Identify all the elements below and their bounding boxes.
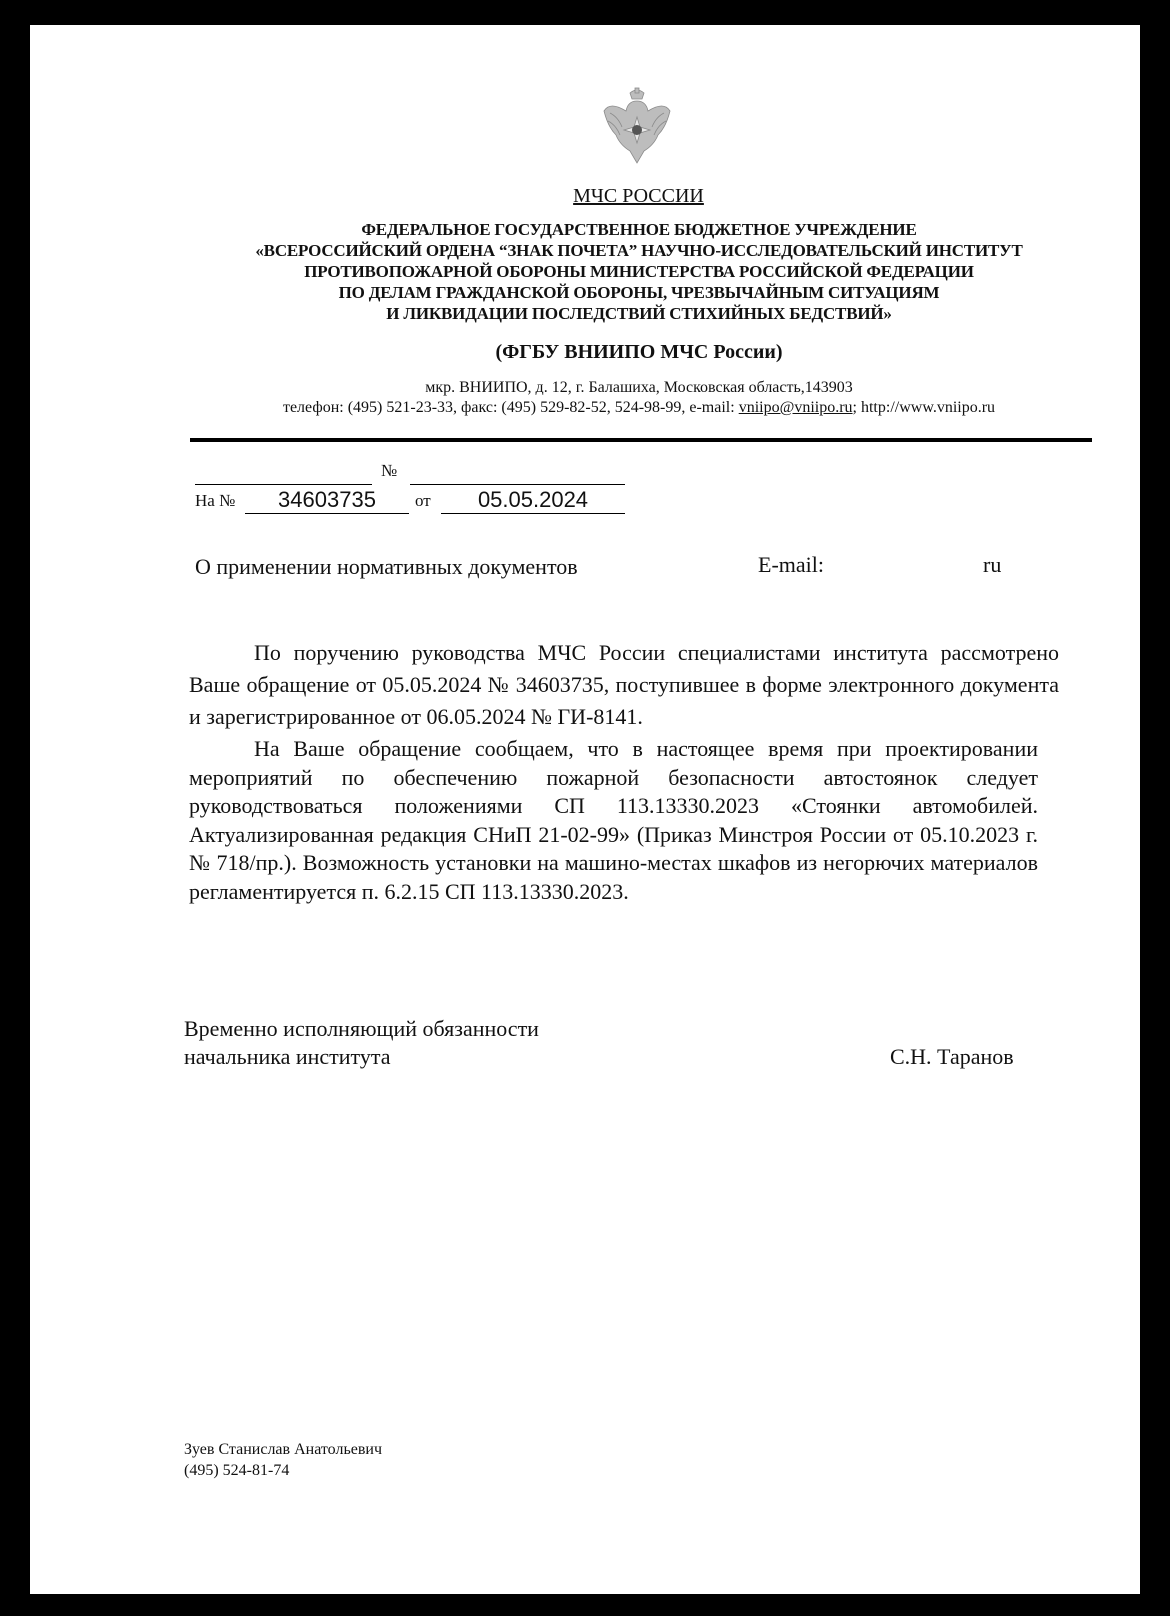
reply-to-number-line (245, 513, 409, 514)
organization-full-name (160, 219, 1118, 324)
org-line: ПО ДЕЛАМ ГРАЖДАНСКОЙ ОБОРОНЫ, ЧРЕЗВЫЧАЙНЫМ СИТУАЦИЯМ (338, 283, 940, 302)
letterhead-divider (190, 438, 1092, 442)
letter-subject: О применении нормативных документов (195, 554, 578, 579)
reply-to-number: 34603735 (278, 487, 376, 512)
outgoing-date-line (195, 484, 372, 485)
executor-name: Зуев Станислав Анатольевич (184, 1441, 382, 1458)
signatory-position (184, 1015, 539, 1071)
ministry-name: МЧС РОССИИ (573, 185, 704, 207)
executor-info (184, 1439, 382, 1481)
signatory-position-line-1: Временно исполняющий обязанности (184, 1016, 539, 1041)
signatory-name: С.Н. Таранов (890, 1044, 1014, 1069)
executor-phone: (495) 524-81-74 (184, 1462, 290, 1479)
organization-email-link[interactable]: vniipo@vniipo.ru (738, 399, 853, 416)
contacts-suffix: ; http://www.vniipo.ru (852, 399, 996, 416)
body-paragraph-2: На Ваше обращение сообщаем, что в настоящее время при проектировании мероприятий по обеспечению пожарной безопасности автостоянок следует руководствоваться положениями СП 113.13330.2023 «Стоянки автомобилей. Актуализированная редакция СНиП 21-02-99» (Приказ Минстроя России от 05.10.2023 г. № 718/пр.). Возможность установки на машино-местах шкафов из негорючих материалов регламентируется п. 6.2.15 СП 113.13330.2023. (189, 736, 1038, 904)
organization-address: мкр. ВНИИПО, д. 12, г. Балашиха, Московская область,143903 (425, 379, 853, 396)
recipient-email-value: ru (983, 552, 1002, 577)
organization-contacts (160, 398, 1118, 418)
outgoing-number-line (410, 484, 625, 485)
signatory-position-line-2: начальника института (184, 1044, 391, 1069)
org-line: ФЕДЕРАЛЬНОЕ ГОСУДАРСТВЕННОЕ БЮДЖЕТНОЕ УЧРЕЖДЕНИЕ (361, 220, 917, 239)
organization-abbreviation: (ФГБУ ВНИИПО МЧС России) (495, 341, 783, 363)
org-line: ПРОТИВОПОЖАРНОЙ ОБОРОНЫ МИНИСТЕРСТВА РОССИЙСКОЙ ФЕДЕРАЦИИ (304, 262, 974, 281)
reply-to-label: На № (195, 491, 236, 510)
reply-to-date-line (441, 513, 625, 514)
reply-to-date: 05.05.2024 (477, 487, 589, 512)
from-label: от (415, 491, 431, 510)
body-paragraph-1: По поручению руководства МЧС России специалистами института рассмотрено Ваше обращение от 05.05.2024 № 34603735, поступившее в форме электронного документа и зарегистрированное от 06.05.2024 № ГИ-8141. (189, 640, 1059, 729)
org-line: И ЛИКВИДАЦИИ ПОСЛЕДСТВИЙ СТИХИЙНЫХ БЕДСТВИЙ» (386, 304, 892, 323)
org-line: «ВСЕРОССИЙСКИЙ ОРДЕНА “ЗНАК ПОЧЕТА” НАУЧНО-ИССЛЕДОВАТЕЛЬСКИЙ ИНСТИТУТ (255, 241, 1023, 260)
contacts-prefix: телефон: (495) 521-23-33, факс: (495) 529-82-52, 524-98-99, e-mail: (282, 399, 739, 416)
letter-page (30, 25, 1140, 1594)
mchs-emblem-icon (602, 87, 672, 169)
recipient-email-label: E-mail: (758, 552, 824, 577)
number-sign-label: № (381, 461, 398, 480)
organization-address-block (160, 378, 1118, 418)
